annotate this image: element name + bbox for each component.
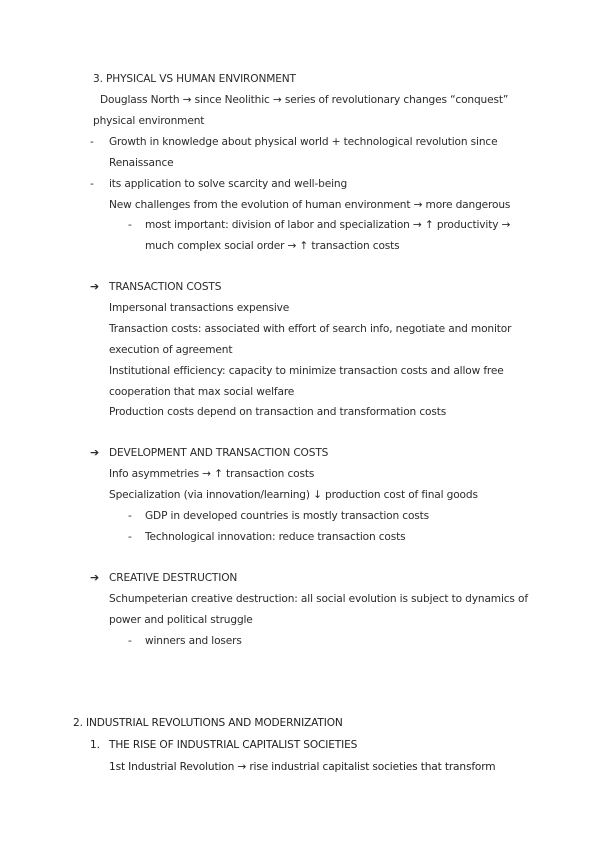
list-item: its application to solve scarcity and well-being xyxy=(109,178,348,190)
paragraph-line: Production costs depend on transaction and transformation costs xyxy=(109,406,447,418)
paragraph-line: Info asymmetries → ↑ transaction costs xyxy=(109,468,315,480)
sub-list-item: Technological innovation: reduce transaction costs xyxy=(145,531,406,543)
paragraph-line: physical environment xyxy=(93,115,205,127)
section-heading: DEVELOPMENT AND TRANSACTION COSTS xyxy=(109,447,329,459)
list-item: Growth in knowledge about physical world + technological revolution since xyxy=(109,136,498,148)
sub-bullet-dash: - xyxy=(128,510,132,522)
paragraph-line: Impersonal transactions expensive xyxy=(109,302,290,314)
sub-list-item: GDP in developed countries is mostly transaction costs xyxy=(145,510,430,522)
subsection-heading: THE RISE OF INDUSTRIAL CAPITALIST SOCIETIES xyxy=(109,739,358,751)
arrow-bullet-icon: ➔ xyxy=(90,446,100,459)
paragraph-line: cooperation that max social welfare xyxy=(109,386,295,398)
section-heading: TRANSACTION COSTS xyxy=(109,281,222,293)
paragraph-line: execution of agreement xyxy=(109,344,233,356)
paragraph-line: 1st Industrial Revolution → rise industrial capitalist societies that transform xyxy=(109,761,496,773)
arrow-bullet-icon: ➔ xyxy=(90,571,100,584)
paragraph-line: Transaction costs: associated with effort of search info, negotiate and monitor xyxy=(109,323,512,335)
section-heading: 3. PHYSICAL VS HUMAN ENVIRONMENT xyxy=(93,73,296,85)
sub-list-item: winners and losers xyxy=(145,635,242,647)
bullet-dash: - xyxy=(90,178,94,190)
sub-bullet-dash: - xyxy=(128,219,132,231)
sub-list-item-continuation: much complex social order → ↑ transaction costs xyxy=(145,240,400,252)
list-number: 1. xyxy=(90,739,100,751)
sub-bullet-dash: - xyxy=(128,531,132,543)
list-item-continuation: Renaissance xyxy=(109,157,174,169)
paragraph-line: Specialization (via innovation/learning) ↓ production cost of final goods xyxy=(109,489,478,501)
bullet-dash: - xyxy=(90,136,94,148)
arrow-bullet-icon: ➔ xyxy=(90,280,100,293)
section-heading: CREATIVE DESTRUCTION xyxy=(109,572,238,584)
paragraph-line: power and political struggle xyxy=(109,614,253,626)
sub-bullet-dash: - xyxy=(128,635,132,647)
chapter-heading: 2. INDUSTRIAL REVOLUTIONS AND MODERNIZATION xyxy=(73,717,343,729)
paragraph-line: Douglass North → since Neolithic → series of revolutionary changes “conquest” xyxy=(100,94,509,106)
paragraph-line: Schumpeterian creative destruction: all social evolution is subject to dynamics of xyxy=(109,593,528,605)
sub-list-item: most important: division of labor and specialization → ↑ productivity → xyxy=(145,219,511,231)
paragraph-line: Institutional efficiency: capacity to minimize transaction costs and allow free xyxy=(109,365,504,377)
paragraph-line: New challenges from the evolution of human environment → more dangerous xyxy=(109,199,511,211)
